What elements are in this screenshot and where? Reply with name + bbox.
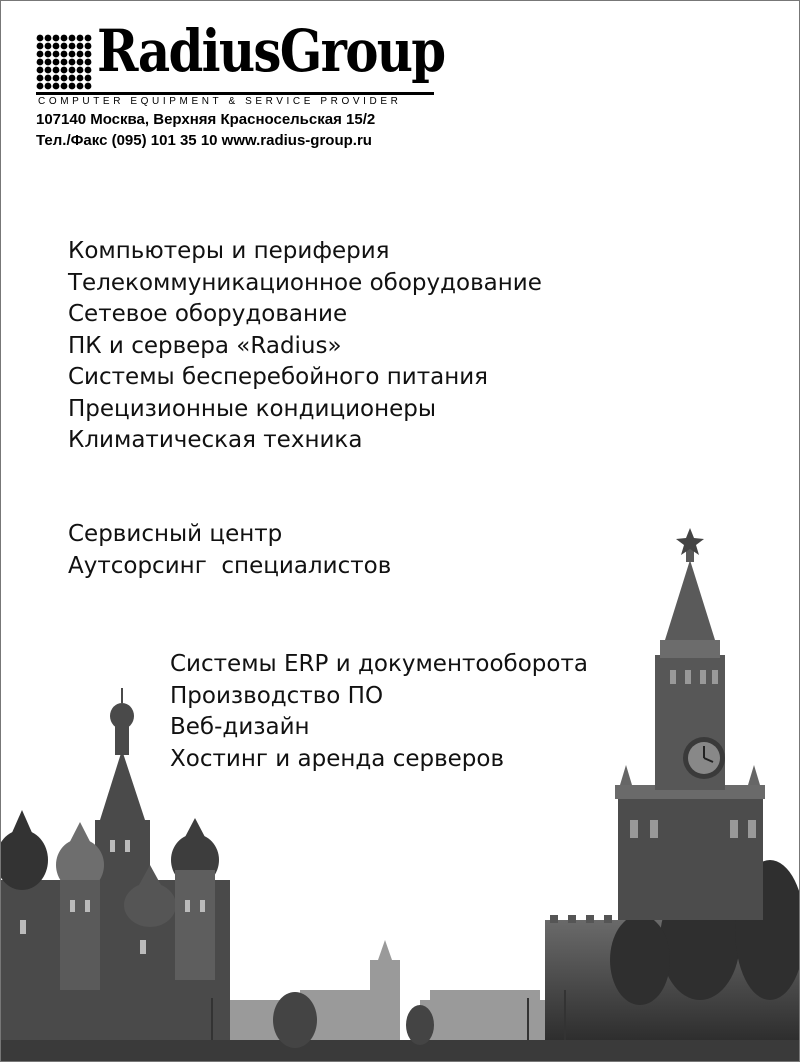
moscow-skyline-illustration (0, 520, 800, 1062)
logo-dot-grid-icon (36, 34, 96, 92)
spasskaya-tower-shape (615, 528, 765, 920)
list-item: Телекоммуникационное оборудование (68, 269, 542, 296)
company-tagline: COMPUTER EQUIPMENT & SERVICE PROVIDER (38, 96, 402, 107)
company-address: 107140 Москва, Верхняя Красносельская 15/2 (36, 111, 376, 128)
list-item: Прецизионные кондиционеры (68, 395, 437, 422)
list-item: ПК и сервера «Radius» (68, 332, 342, 359)
list-item: Компьютеры и периферия (68, 238, 390, 264)
list-item: Сервисный центр (68, 521, 283, 547)
list-item: Аутсорсинг специалистов (68, 552, 392, 579)
list-item: Климатическая техника (68, 427, 363, 453)
list-item: Системы ERP и документооборота (170, 651, 588, 677)
logo-divider (36, 92, 434, 95)
list-item: Производство ПО (170, 682, 384, 709)
company-logo-name: RadiusGroup (97, 17, 445, 85)
list-item: Веб-дизайн (170, 714, 310, 740)
list-item: Хостинг и аренда серверов (170, 745, 505, 772)
company-phone-website: Тел./Факс (095) 101 35 10 www.radius-group.ru (36, 132, 372, 149)
list-item: Системы бесперебойного питания (68, 364, 489, 390)
software-services-list (170, 649, 588, 775)
list-item: Сетевое оборудование (68, 301, 348, 327)
products-list (68, 236, 542, 457)
